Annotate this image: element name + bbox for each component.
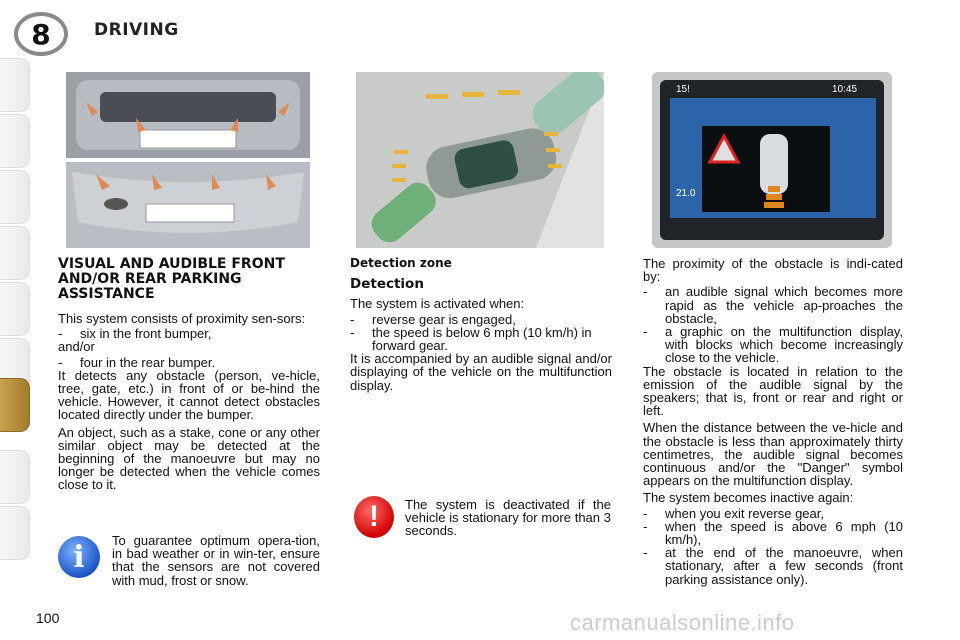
list-item-text: six in the front bumper, — [80, 326, 212, 342]
info-note: To guarantee optimum opera-tion, in bad weather or in win-ter, ensure that the sensors are not covered with mud, frost or snow. — [112, 533, 320, 588]
list-item: - when you exit reverse gear, — [643, 507, 903, 520]
info-icon: i — [58, 536, 100, 578]
list-item-text: a graphic on the multifunction display, with blocks which become increasingly close to the vehicle. — [665, 324, 903, 366]
list-item-text: when you exit reverse gear, — [665, 505, 824, 521]
list-item: - four in the rear bumper. — [58, 356, 320, 369]
side-tabs — [0, 58, 30, 578]
subsection-heading: Detection — [350, 276, 424, 293]
page-number: 100 — [36, 610, 60, 626]
tab-3[interactable] — [0, 170, 30, 224]
screen-clock: 10:45 — [832, 84, 858, 95]
list-item: - the speed is below 6 mph (10 km/h) in forward gear. — [350, 326, 612, 352]
list-item: - an audible signal which becomes more rapid as the vehicle ap-proaches the obstacle, — [643, 284, 903, 326]
paragraph: It detects any obstacle (person, ve-hicle, tree, gate, etc.) in front of or be-hind the vehicle. However, it cannot detect obstacles located directly under the bumper. — [58, 367, 320, 423]
tab-1[interactable] — [0, 58, 30, 112]
paragraph: The obstacle is located in relation to the emission of the audible signal by the speakers; that is, front or rear and right or left. — [643, 363, 903, 419]
column-1 — [58, 257, 320, 492]
list-item-text: an audible signal which becomes more rapid as the vehicle ap-proaches the obstacle, — [665, 284, 903, 326]
paragraph: When the distance between the ve-hicle and the obstacle is less than approximately thirty centimetres, the audible signal becomes continuous and/or the "Danger" symbol appears on the multifunction display. — [643, 420, 903, 489]
multifunction-display-image — [652, 72, 892, 248]
list-item: - reverse gear is engaged, — [350, 313, 612, 326]
list-item: - six in the front bumper, — [58, 327, 320, 340]
screen-value: 21.0 — [676, 188, 696, 199]
list-item: - when the speed is above 6 mph (10 km/h), — [643, 518, 903, 548]
list-item-text: when the speed is above 6 mph (10 km/h), — [665, 518, 903, 548]
warning-note: The system is deactivated if the vehicle is stationary for more than 3 seconds. — [405, 497, 611, 539]
tab-2[interactable] — [0, 114, 30, 168]
list-item-text: the speed is below 6 mph (10 km/h) in forward gear. — [372, 324, 592, 354]
list-item-text: four in the rear bumper. — [80, 354, 216, 370]
list-item: - at the end of the manoeuvre, when stationary, after a few seconds (front parking assistance only). — [643, 545, 903, 587]
chapter-badge — [14, 12, 68, 56]
tab-9[interactable] — [0, 450, 30, 504]
column-2 — [350, 257, 612, 392]
list-item-text: reverse gear is engaged, — [372, 311, 516, 327]
list-item-text: at the end of the manoeuvre, when stationary, after a few seconds (front parking assistance only). — [665, 545, 903, 587]
screen-left-readout: 15! — [676, 84, 690, 95]
list-item: - a graphic on the multifunction display, with blocks which become increasingly close to the vehicle. — [643, 324, 903, 366]
image-caption: Detection zone — [350, 256, 452, 270]
section-heading: VISUAL AND AUDIBLE FRONT AND/OR REAR PARKING ASSISTANCE — [58, 256, 285, 302]
warning-icon: ! — [354, 496, 394, 538]
bumper-sensors-image — [66, 72, 310, 248]
tab-4[interactable] — [0, 226, 30, 280]
paragraph: It is accompanied by an audible signal and/or displaying of the vehicle on the multifunction display. — [350, 351, 612, 393]
paragraph: The system becomes inactive again: — [643, 490, 854, 506]
tab-8-active[interactable] — [0, 378, 30, 432]
watermark: carmanualsonline.info — [570, 610, 795, 635]
tab-10[interactable] — [0, 506, 30, 560]
tab-5[interactable] — [0, 282, 30, 336]
paragraph: An object, such as a stake, cone or any other similar object may be detected at the beginning of the manoeuvre but may no longer be detected when the vehicle comes close to it. — [58, 424, 320, 493]
column-3 — [643, 257, 903, 586]
detection-zone-image — [356, 72, 604, 248]
intro-paragraph: This system consists of proximity sen-sors: — [58, 311, 306, 326]
paragraph: The system is activated when: — [350, 296, 525, 312]
chapter-title: DRIVING — [94, 20, 179, 40]
chapter-number: 8 — [31, 17, 51, 51]
and-or-text: and/or — [58, 339, 95, 355]
paragraph: The proximity of the obstacle is indi-cated by: — [643, 256, 903, 285]
